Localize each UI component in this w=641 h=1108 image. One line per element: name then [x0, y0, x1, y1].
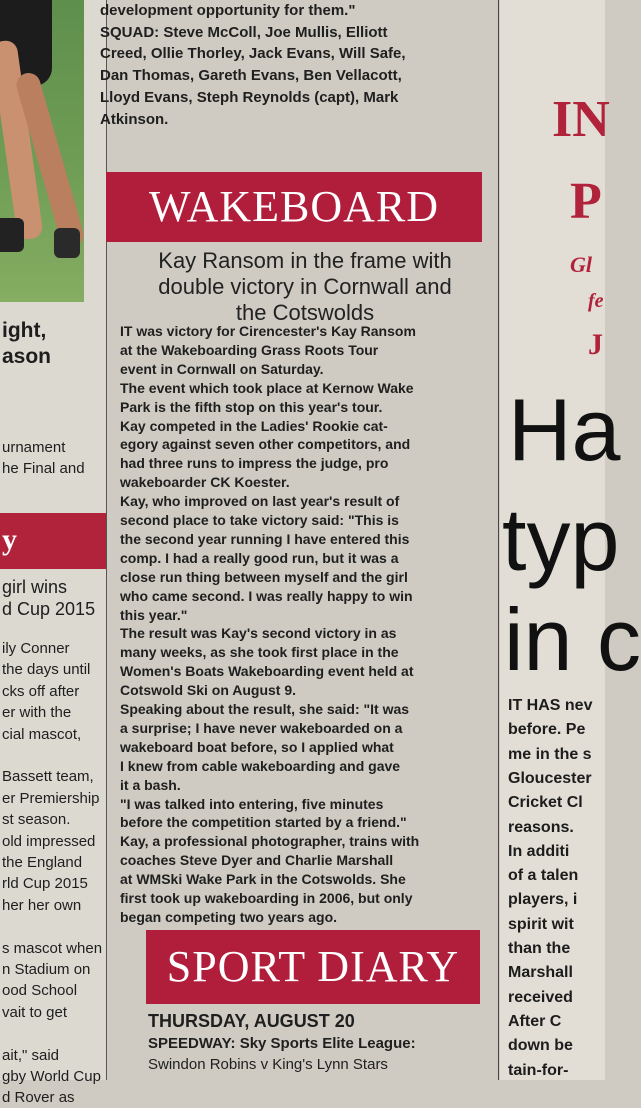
article-body-line: Kay competed in the Ladies' Rookie cat- [120, 417, 388, 434]
rugby-player-photo [0, 0, 84, 302]
squad-text-line: SQUAD: Steve McColl, Joe Mullis, Elliott [100, 23, 388, 41]
article-body-line: before the competition started by a friend." [120, 814, 407, 831]
article-body-line: egory against seven other competitors, and [120, 436, 411, 453]
article-body-line: Cotswold Ski on August 9. [120, 682, 297, 699]
left-body-line: vait to get [2, 1003, 68, 1021]
left-body-line: ood School [2, 982, 78, 1000]
left-headline-line-2: ason [2, 345, 52, 368]
right-body-line: players, i [508, 891, 578, 909]
right-body-line: received [508, 988, 573, 1006]
article-body-line: Speaking about the result, she said: "It was [120, 701, 410, 717]
left-body-line: s mascot when [2, 939, 103, 957]
article-body-line: many weeks, as she took first place in the [120, 644, 399, 661]
article-body-line: who came second. I was really happy to win [120, 587, 413, 604]
left-body-line: the days until [2, 661, 91, 679]
article-body-line: first took up wakeboarding in 2006, but only [120, 890, 413, 906]
left-body-line: the England [2, 854, 83, 871]
squad-text-line: Atkinson. [100, 110, 169, 128]
right-body-line: of a talen [508, 867, 579, 885]
article-body-line: Kay, who improved on last year's result of [120, 493, 400, 510]
squad-text-line: Dan Thomas, Gareth Evans, Ben Vellacott, [100, 67, 402, 85]
article-body-line: at the Wakeboarding Grass Roots Tour [120, 341, 379, 358]
article-body-line: Women's Boats Wakeboarding event held at [120, 663, 414, 680]
left-body-line: er with the [2, 704, 72, 722]
left-section-title: y [2, 523, 17, 556]
diary-fixture: Swindon Robins v King's Lynn Stars [148, 1056, 388, 1073]
left-body-line: n Stadium on [2, 961, 91, 978]
article-body-line: close run thing between myself and the girl [120, 568, 408, 585]
headline-line-3: the Cotswolds [235, 300, 375, 325]
section-header-wakeboard: WAKEBOARD [106, 172, 482, 242]
headline-line-2: double victory in Cornwall and [158, 274, 452, 299]
right-body-line: than the [508, 940, 571, 957]
right-serif-line: Gl [570, 252, 592, 277]
right-body-line: tain-for- [508, 1061, 569, 1079]
left-body-line: d Rover as [2, 1089, 75, 1107]
article-body-line: "I was talked into entering, five minutes [120, 795, 384, 812]
left-body-line: er Premiership [2, 789, 100, 807]
diary-event: SPEEDWAY: Sky Sports Elite League: [148, 1035, 416, 1052]
article-body-line: second place to take victory said: "This is [120, 512, 399, 528]
squad-text-line: development opportunity for them." [100, 2, 356, 19]
left-section-bar [0, 513, 106, 569]
left-body-line: gby World Cup [2, 1068, 101, 1085]
article-body-line: this year." [120, 606, 188, 623]
left-body-line: ait," said [2, 1046, 60, 1064]
right-body-line: down be [508, 1037, 573, 1055]
right-page [500, 0, 641, 1080]
article-body-line: event in Cornwall on Saturday. [120, 360, 324, 377]
squad-text-line: Creed, Ollie Thorley, Jack Evans, Will Safe, [100, 45, 406, 63]
left-body-line: her her own [2, 896, 82, 914]
article-body-line: the second year running I have entered this [120, 530, 410, 547]
left-subhead-line-1: girl wins [2, 577, 68, 597]
squad-text-line: Lloyd Evans, Steph Reynolds (capt), Mark [100, 88, 399, 106]
left-text-line: urnament [2, 439, 66, 456]
left-body-line: old impressed [2, 832, 96, 850]
article-body-line: I knew from cable wakeboarding and gave [120, 757, 401, 774]
left-subhead-line-2: d Cup 2015 [2, 599, 96, 619]
left-body-line: ily Conner [2, 640, 70, 657]
article-body-line: had three runs to impress the judge, pro [120, 455, 389, 472]
diary-date: THURSDAY, AUGUST 20 [148, 1011, 355, 1031]
article-body-line: Kay, a professional photographer, trains with [120, 833, 420, 850]
right-body-line: Cricket Cl [508, 794, 583, 812]
article-body-line: began competing two years ago. [120, 908, 338, 925]
right-body-line: In additi [508, 842, 570, 860]
right-body-line: Marshall [508, 964, 573, 982]
right-body-line: After C [508, 1012, 562, 1030]
article-body-line: comp. I had a really good run, but it was a [120, 549, 399, 566]
article-body-line: wakeboarder CK Koester. [120, 474, 290, 491]
left-body-line: rld Cup 2015 [2, 875, 88, 893]
left-column [0, 0, 106, 1107]
section-header-sport-diary: SPORT DIARY [146, 930, 480, 1004]
right-body-line: me in the s [508, 745, 592, 763]
article-body-line: at WMSki Wake Park in the Cotswolds. She [120, 871, 406, 888]
right-serif-line: fe [588, 290, 604, 312]
right-big-headline-line: typ [502, 490, 620, 589]
left-body-line: cks off after [2, 682, 80, 700]
article-body-line: IT was victory for Cirencester's Kay Ransom [120, 323, 416, 339]
right-serif-line: IN [552, 91, 610, 148]
right-big-headline-line: Ha [508, 380, 621, 479]
article-body-line: a surprise; I have never wakeboarded on a [120, 719, 403, 736]
right-body-line: reasons. [508, 818, 574, 836]
left-body-line: st season. [2, 811, 71, 829]
right-big-headline-line: in c [504, 590, 641, 689]
right-body-line: Gloucester [508, 769, 592, 787]
article-body-line: Park is the fifth stop on this year's tour. [120, 398, 383, 415]
left-text-line: he Final and [2, 460, 85, 477]
left-body-line: cial mascot, [2, 725, 82, 743]
article-body-line: The result was Kay's second victory in as [120, 625, 397, 642]
article-body-line: it a bash. [120, 776, 181, 793]
article-body-line: wakeboard boat before, so I applied what [120, 738, 394, 755]
left-body-line: Bassett team, [2, 768, 94, 786]
article-headline [140, 248, 470, 326]
right-serif-line: J [588, 328, 603, 361]
right-serif-line: P [570, 173, 602, 230]
headline-line-1: Kay Ransom in the frame with [158, 248, 452, 273]
article-body-line: coaches Steve Dyer and Charlie Marshall [120, 852, 394, 869]
page-gutter [498, 0, 499, 1080]
right-body-line: IT HAS nev [508, 697, 593, 714]
left-headline-line-1: ight, [2, 319, 47, 342]
article-body-line: The event which took place at Kernow Wake [120, 379, 414, 396]
right-body-line: spirit wit [508, 915, 574, 933]
column-rule [106, 0, 107, 1080]
right-body-line: before. Pe [508, 721, 586, 739]
